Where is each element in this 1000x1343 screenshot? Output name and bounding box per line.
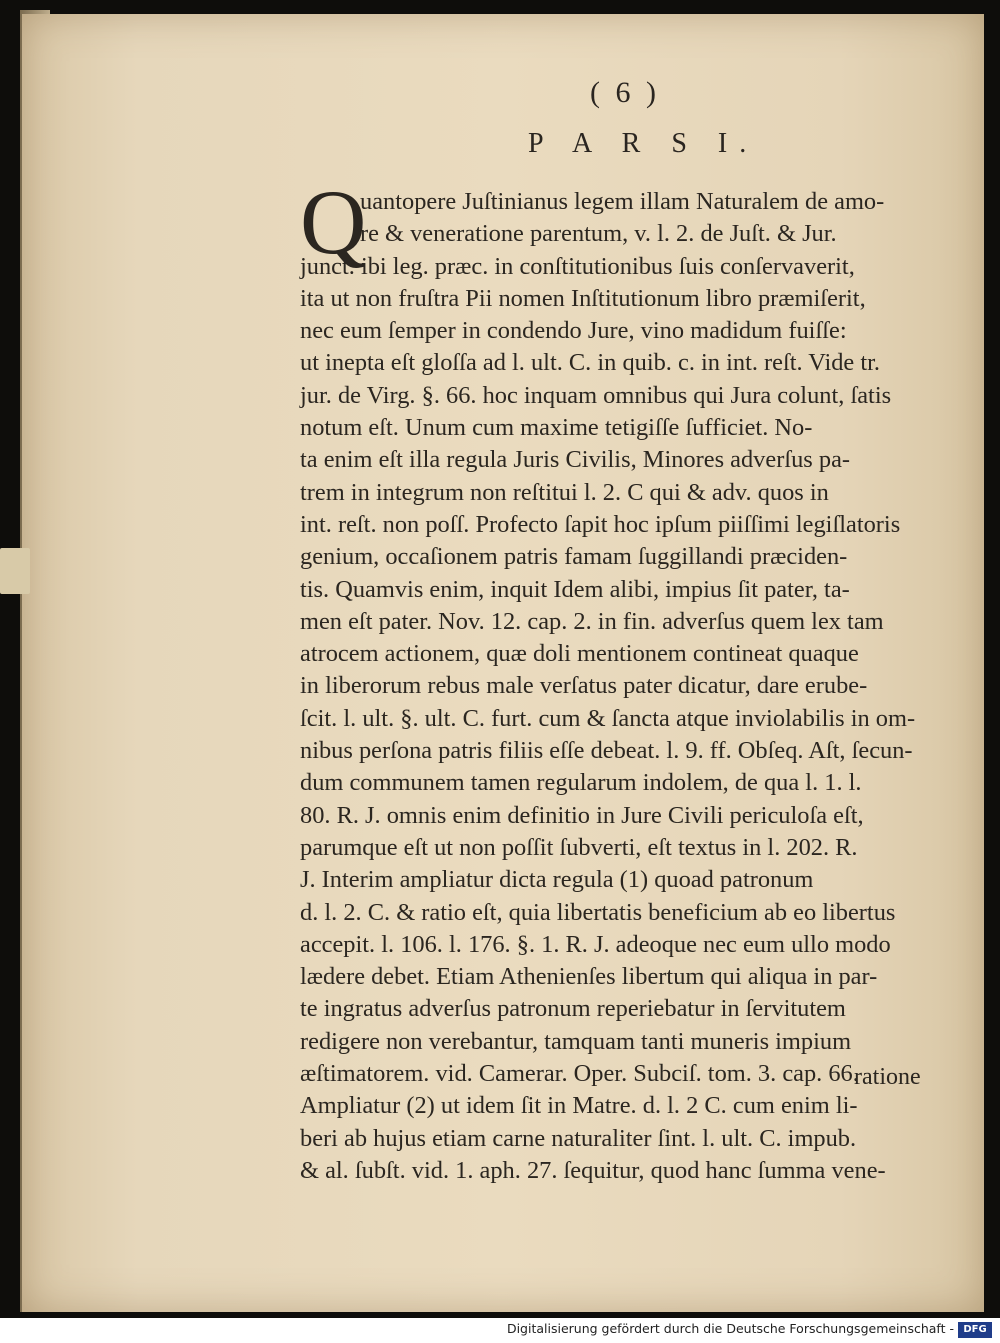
text-line: tis. Quamvis enim, inquit Idem alibi, impius ſit pater, ta- [300,575,850,603]
catchword: ratione [854,1064,921,1090]
text-line: in liberorum rebus male verſatus pater dicatur, dare erube- [300,672,868,700]
text-line: trem in integrum non reſtitui l. 2. C qui & adv. quos in [300,478,829,506]
text-line: æſtimatorem. vid. Camerar. Oper. Subciſ. tom. 3. cap. 66. [300,1060,859,1088]
text-line: d. l. 2. C. & ratio eſt, quia libertatis beneficium ab eo libertus [300,898,896,926]
text-line: ita ut non fruſtra Pii nomen Inſtitutionum libro præmiſerit, [300,284,866,312]
text-line: junct. ibi leg. præc. in conſtitutionibus ſuis conſervaverit, [300,252,855,280]
text-line: uantopere Juſtinianus legem illam Naturalem de amo- [360,188,885,215]
text-line: Ampliatur (2) ut idem ſit in Matre. d. l. 2 C. cum enim li- [300,1092,858,1120]
text-line: dum communem tamen regularum indolem, de qua l. 1. l. [300,769,862,797]
page-number: ( 6 ) [590,76,660,109]
text-line: int. reſt. non poſſ. Profecto ſapit hoc ipſum piiſſimi legiſlatoris [300,510,901,538]
text-line: ſcit. l. ult. §. ult. C. furt. cum & ſancta atque inviolabilis in om- [300,704,916,732]
text-line: beri ab hujus etiam carne naturaliter ſint. l. ult. C. impub. [300,1124,857,1152]
dfg-logo: DFG [958,1322,992,1338]
page-tab [0,548,30,594]
text-line: jur. de Virg. §. 66. hoc inquam omnibus qui Jura colunt, ſatis [300,381,892,409]
text-line: J. Interim ampliatur dicta regula (1) quoad patronum [300,866,814,894]
text-line: nec eum ſemper in condendo Jure, vino madidum fuiſſe: [300,317,847,345]
body-text [300,186,920,1187]
text-line: genium, occaſionem patris famam ſuggillandi præciden- [300,543,848,571]
text-line: notum eſt. Unum cum maxime tetigiſſe ſufficiet. No- [300,414,813,442]
text-line: lædere debet. Etiam Athenienſes libertum qui aliqua in par- [300,963,878,991]
section-heading: P A R S I. [528,128,759,159]
text-line: parumque eſt ut non poſſit ſubverti, eſt textus in l. 202. R. [300,833,858,861]
text-line: ut inepta eſt gloſſa ad l. ult. C. in quib. c. in int. reſt. Vide tr. [300,349,880,377]
text-line: te ingratus adverſus patronum reperiebatur in ſervitutem [300,995,846,1023]
text-line: & al. ſubſt. vid. 1. aph. 27. ſequitur, quod hanc ſumma vene- [300,1156,886,1184]
digitization-credit: Digitalisierung gefördert durch die Deutsche Forschungsgemeinschaft - [506,1321,954,1336]
text-line: atrocem actionem, quæ doli mentionem contineat quaque [300,640,859,668]
text-line: men eſt pater. Nov. 12. cap. 2. in fin. adverſus quem lex tam [300,607,884,635]
text-line: ta enim eſt illa regula Juris Civilis, Minores adverſus pa- [300,446,851,474]
text-line: redigere non verebantur, tamquam tanti muneris impium [300,1027,852,1055]
text-line: nibus perſona patris filiis eſſe debeat. l. 9. ff. Obſeq. Aſt, ſecun- [300,737,913,765]
text-line: 80. R. J. omnis enim definitio in Jure Civili periculoſa eſt, [300,801,864,829]
text-line: accepit. l. 106. l. 176. §. 1. R. J. adeoque nec eum ullo modo [300,930,891,958]
drop-cap: Q [300,171,367,273]
text-line: re & veneratione parentum, v. l. 2. de Juſt. & Jur. [360,220,837,248]
